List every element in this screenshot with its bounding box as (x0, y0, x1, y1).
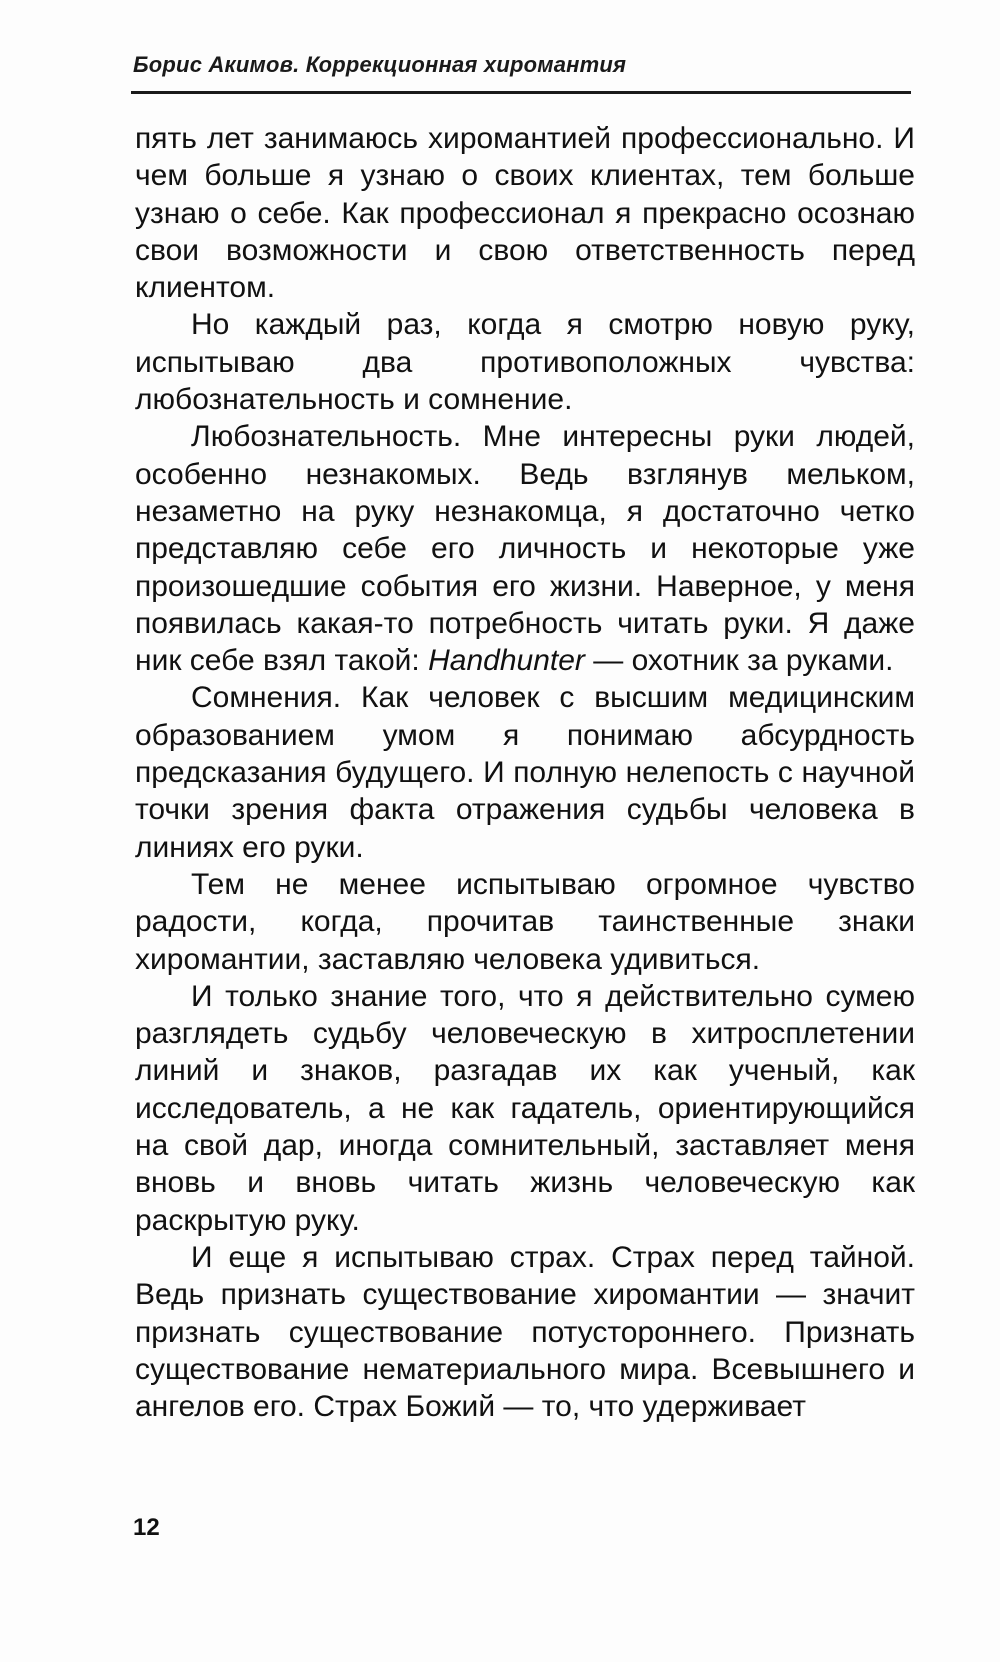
paragraph-3-text: Любознательность. Мне интересны руки людей, особенно незнакомых. Ведь взглянув мельком, незаметно на руку незнакомца, я достаточно четко представляю себе его личность и некоторые уже произошедшие события его жизни. Наверное, у меня появилась какая-то потребность читать руки. Я даже ник себе взял такой: (135, 420, 915, 678)
paragraph-2: Но каждый раз, когда я смотрю новую руку, испытываю два противоположных чувства: любознательность и сомнение. (135, 308, 915, 417)
paragraph-3 (135, 418, 915, 679)
body-text (135, 120, 915, 1425)
paragraph-6: И только знание того, что я действительно сумею разглядеть судьбу человеческую в хитросплетении линий и знаков, разгадав их как ученый, как исследователь, а не как гадатель, ориентирующийся на свой дар, иногда сомнительный, заставляет меня вновь и вновь читать жизнь человеческую как раскрытую руку. (135, 979, 915, 1237)
paragraph-3-text-end: — охотник за руками. (584, 644, 894, 678)
nickname: Handhunter (428, 644, 585, 678)
paragraph-1: пять лет занимаюсь хиромантией профессионально. И чем больше я узнаю о своих клиентах, тем больше узнаю о себе. Как профессионал я прекрасно осознаю свои возможности и свою ответственность перед клиентом. (135, 122, 915, 305)
page-number: 12 (133, 1514, 160, 1541)
running-head: Борис Акимов. Коррекционная хиромантия (133, 52, 627, 77)
header-rule (131, 91, 911, 94)
paragraph-4: Сомнения. Как человек с высшим медицинским образованием умом я понимаю абсурдность предсказания будущего. И полную нелепость с научной точки зрения факта отражения судьбы человека в линиях его руки. (135, 681, 915, 864)
paragraph-5: Тем не менее испытываю огромное чувство радости, когда, прочитав таинственные знаки хиромантии, заставляю человека удивиться. (135, 867, 915, 976)
paragraph-7: И еще я испытываю страх. Страх перед тайной. Ведь признать существование хиромантии — значит признать существование потустороннего. Признать существование нематериального мира. Всевышнего и ангелов его. Страх Божий — то, что удерживает (135, 1240, 915, 1424)
